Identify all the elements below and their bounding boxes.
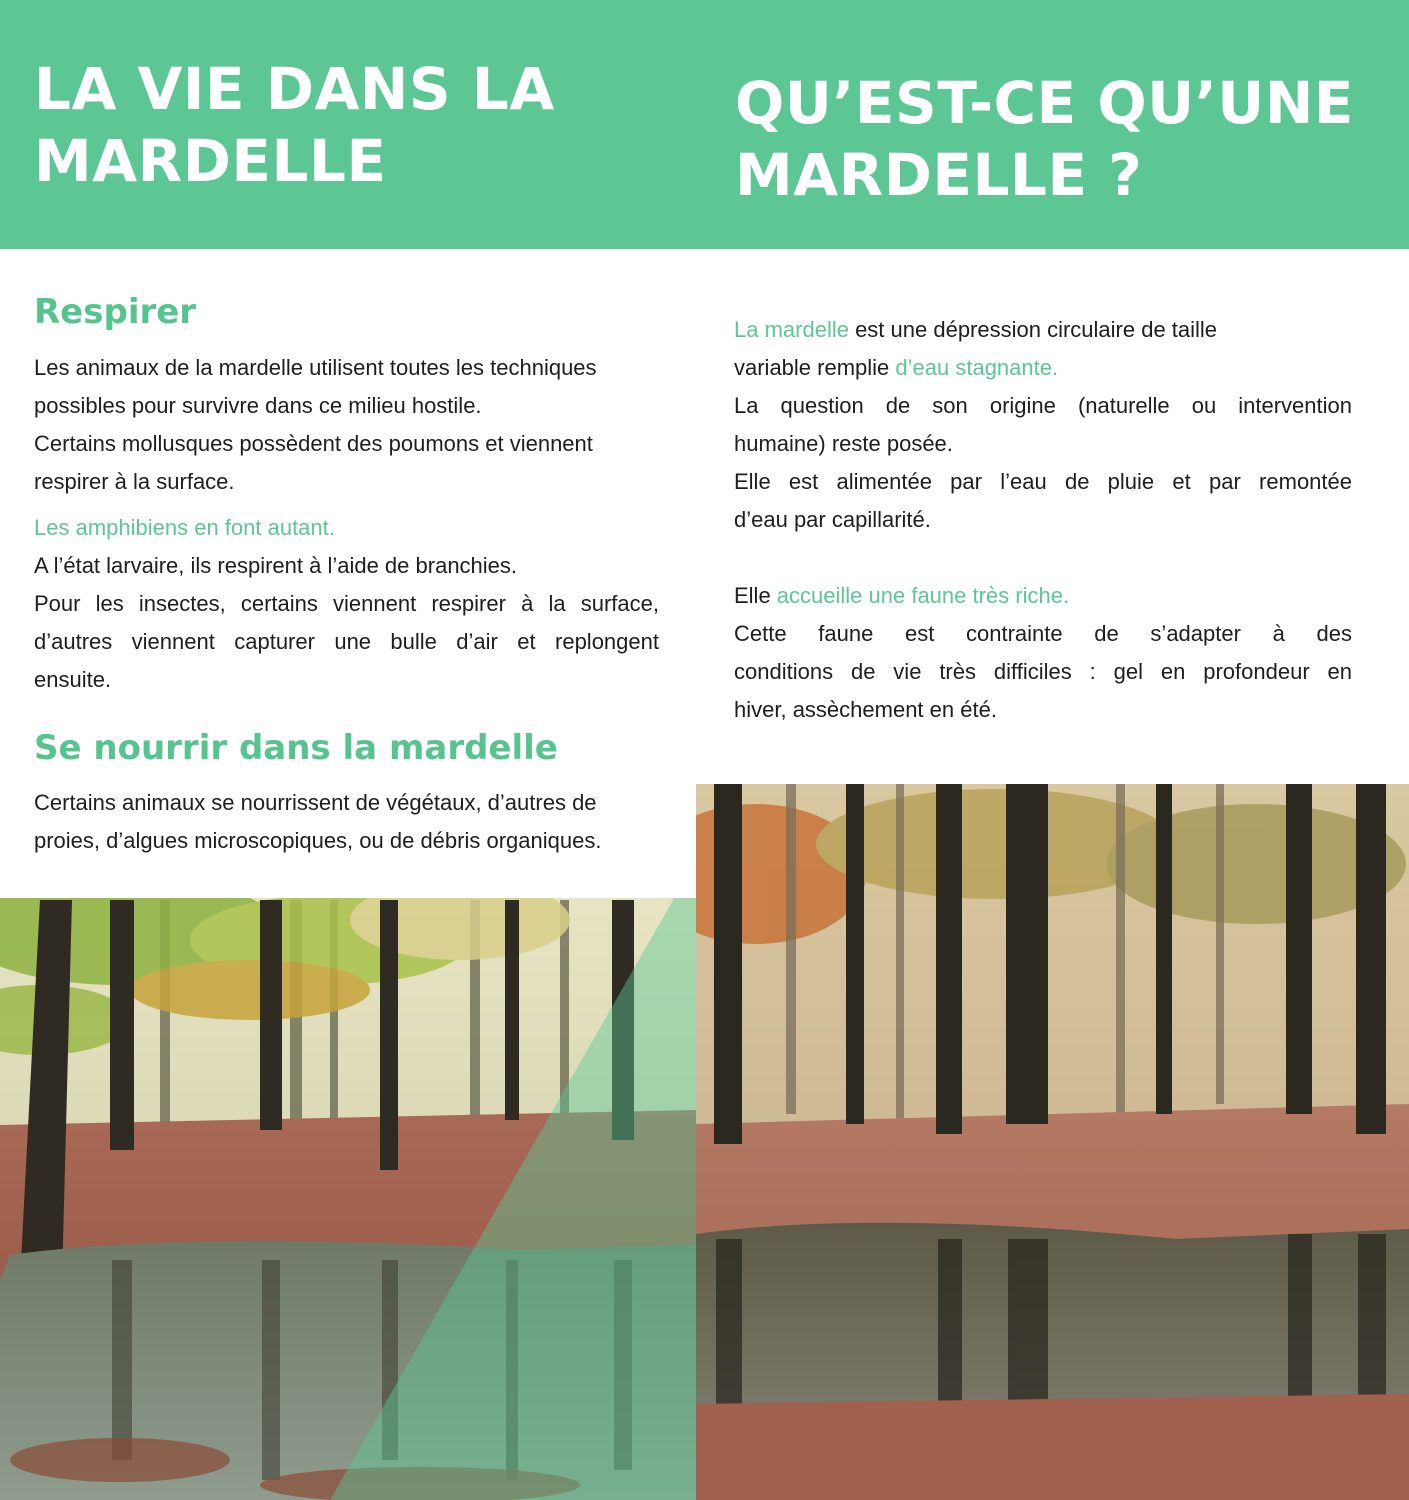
faune-accent: accueille une faune très riche. <box>776 583 1070 608</box>
definition-line <box>734 311 1352 349</box>
left-title-line1: LA VIE DANS LA <box>34 55 555 123</box>
definition-line: La question de son origine (naturelle ou intervention <box>734 393 1352 418</box>
mardelle-definition <box>734 311 1352 729</box>
right-title <box>735 67 1395 211</box>
eau-stagnante-accent: d’eau stagnante. <box>895 355 1059 380</box>
definition-line: d’eau par capillarité. <box>734 507 931 532</box>
respirer-line: A l’état larvaire, ils respirent à l’aide de branchies. <box>34 553 518 578</box>
nourrir-paragraph <box>34 784 659 860</box>
definition-text: variable remplie <box>734 355 896 380</box>
respirer-heading: Respirer <box>34 292 197 332</box>
left-title <box>34 53 674 197</box>
respirer-accent-line: Les amphibiens en font autant. <box>34 515 335 540</box>
respirer-line: possibles pour survivre dans ce milieu hostile. <box>34 393 482 418</box>
respirer-line: Les animaux de la mardelle utilisent toutes les techniques <box>34 355 597 380</box>
left-title-line2: MARDELLE <box>34 127 387 195</box>
nourrir-heading: Se nourrir dans la mardelle <box>34 728 558 768</box>
respirer-line: respirer à la surface. <box>34 469 235 494</box>
right-title-line1: QU’EST-CE QU’UNE <box>735 69 1355 137</box>
faune-line: conditions de vie très difficiles : gel en profondeur en <box>734 659 1352 684</box>
header-band <box>0 0 1409 249</box>
nourrir-line: Certains animaux se nourrissent de végétaux, d’autres de <box>34 790 597 815</box>
faune-line: hiver, assèchement en été. <box>734 697 997 722</box>
respirer-line: Certains mollusques possèdent des poumons et viennent <box>34 431 593 456</box>
respirer-line: d’autres viennent capturer une bulle d’air et replongent <box>34 629 659 654</box>
faune-line: Cette faune est contrainte de s’adapter à des <box>734 621 1352 646</box>
definition-line: humaine) reste posée. <box>734 431 953 456</box>
forest-pond-photo-left <box>0 860 696 1500</box>
nourrir-line: proies, d’algues microscopiques, ou de débris organiques. <box>34 828 602 853</box>
mardelle-accent: La mardelle <box>734 317 849 342</box>
definition-line <box>734 349 1352 387</box>
respirer-line: ensuite. <box>34 667 112 692</box>
faune-text: Elle <box>734 583 777 608</box>
respirer-paragraph <box>34 349 659 699</box>
forest-pond-photo-right <box>696 784 1409 1500</box>
definition-line: Elle est alimentée par l’eau de pluie et par remontée <box>734 469 1352 494</box>
definition-text: est une dépression circulaire de taille <box>848 317 1218 342</box>
right-title-line2: MARDELLE ? <box>735 141 1143 209</box>
respirer-line: Pour les insectes, certains viennent respirer à la surface, <box>34 591 659 616</box>
faune-line <box>734 577 1352 615</box>
